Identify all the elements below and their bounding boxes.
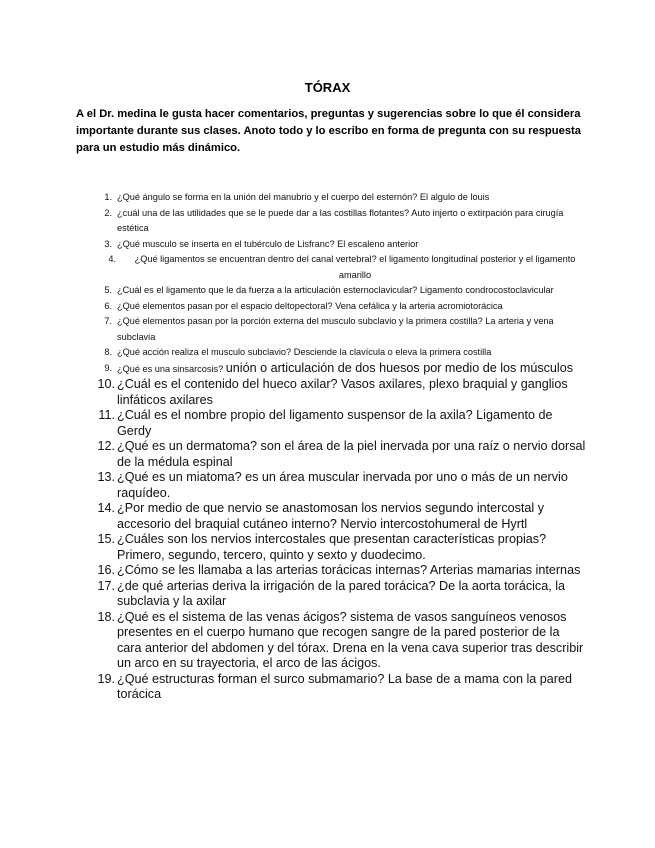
list-item xyxy=(0,610,655,672)
answer-text: sistema de vasos sanguíneos venosos presentes en el cuerpo humano que recogen sangre de la pared posterior de la cara anterior del abdomen y del tórax. Drena en la vena cava superior tras describir un arco en su trayectoria, el arco de las ácigos. xyxy=(117,609,584,670)
question-list xyxy=(0,190,655,703)
item-number: 16. xyxy=(97,563,115,577)
question-text: ¿Qué musculo se inserta en el tubérculo de Lisfranc? xyxy=(117,238,335,249)
list-item xyxy=(0,190,655,206)
item-number: 14. xyxy=(97,501,115,515)
list-item xyxy=(0,345,655,361)
item-number: 9. xyxy=(104,362,112,373)
question-text: ¿Qué elementos pasan por la porción externa del musculo subclavio y la primera costilla? xyxy=(117,316,483,326)
item-number: 15. xyxy=(97,532,115,546)
item-number: 6. xyxy=(104,300,112,311)
answer-text: el ligamento longitudinal posterior y el ligamento amarillo xyxy=(338,254,576,280)
answer-text: De la aorta torácica, la subclavia y la axilar xyxy=(117,578,566,608)
question-text: ¿Qué ángulo se forma en la unión del manubrio y el cuerpo del esternón? xyxy=(117,192,418,202)
answer-text: Vasos axilares, plexo braquial y ganglios linfáticos axilares xyxy=(117,377,568,407)
list-item xyxy=(0,299,655,315)
list-item xyxy=(0,672,655,703)
answer-text: La base de a mama con la pared torácica xyxy=(117,671,573,701)
list-item xyxy=(0,501,655,532)
item-number: 18. xyxy=(97,609,115,624)
item-number: 12. xyxy=(97,439,115,453)
answer-text: unión o articulación de dos huesos por medio de los músculos xyxy=(225,360,574,375)
list-item xyxy=(0,237,655,253)
list-item xyxy=(0,579,655,610)
answer-text: es un área muscular inervada por uno o más de un nervio raquídeo. xyxy=(117,470,568,500)
question-text: ¿Cuál es el contenido del hueco axilar? xyxy=(117,377,338,391)
question-text: ¿de qué arterias deriva la irrigación de la pared torácica? xyxy=(117,578,436,593)
question-text: ¿Qué acción realiza el musculo subclavio? xyxy=(117,347,292,357)
question-text: ¿Cómo se les llamaba a las arterias torácicas internas? xyxy=(117,563,428,577)
list-item xyxy=(0,283,655,299)
question-text: ¿Por medio de que nervio se anastomosan los nervios segundo intercostal y accesorio del braquial cutáneo interno? xyxy=(117,501,545,531)
question-text: ¿Qué ligamentos se encuentran dentro del canal vertebral? xyxy=(134,254,377,264)
answer-text: La arteria y vena subclavia xyxy=(117,316,554,342)
list-item xyxy=(0,377,655,408)
item-number: 17. xyxy=(97,578,115,593)
item-number: 4. xyxy=(108,254,116,264)
list-item xyxy=(0,439,655,470)
item-number: 11. xyxy=(98,408,115,422)
answer-text: Ligamento condrocostoclavicular xyxy=(419,285,554,295)
answer-text: Primero, segundo, tercero, quinto y sexto y duodecimo. xyxy=(117,547,426,562)
question-text: ¿cuál una de las utilidades que se le puede dar a las costillas flotantes? xyxy=(117,207,410,218)
question-text: ¿Qué estructuras forman el surco submamario? xyxy=(117,671,385,686)
list-item xyxy=(0,563,655,579)
item-number: 8. xyxy=(104,347,112,357)
item-number: 13. xyxy=(97,470,115,484)
list-item xyxy=(0,361,655,378)
document-title: TÓRAX xyxy=(304,80,351,95)
item-number: 1. xyxy=(104,192,112,202)
list-item xyxy=(0,470,655,501)
answer-text: El algulo de louis xyxy=(419,192,490,202)
question-text: ¿Qué elementos pasan por el espacio deltopectoral? xyxy=(117,300,333,311)
list-item xyxy=(0,314,655,345)
list-item xyxy=(0,252,655,283)
answer-text: Auto injerto o extirpación para cirugía estética xyxy=(117,207,564,233)
answer-text: Vena cefálica y la arteria acromiotorácica xyxy=(335,300,503,311)
question-text: ¿Qué es un miatoma? xyxy=(117,470,242,484)
item-number: 5. xyxy=(104,285,112,295)
list-item xyxy=(0,206,655,237)
item-number: 19. xyxy=(97,671,115,686)
question-text: ¿Qué es el sistema de las venas ácigos? xyxy=(117,609,347,624)
intro-paragraph: A el Dr. medina le gusta hacer comentarios, preguntas y sugerencias sobre lo que él considera importante durante sus clases. Anoto todo y lo escribo en forma de pregunta con su respuesta para un estudio más dinámico. xyxy=(76,108,581,154)
item-number: 7. xyxy=(104,316,112,326)
answer-text: Desciende la clavícula o eleva la primera costilla xyxy=(293,347,492,357)
list-item xyxy=(0,408,655,439)
item-number: 2. xyxy=(104,207,112,218)
question-text: ¿Cuál es el nombre propio del ligamento suspensor de la axila? xyxy=(117,408,473,422)
question-text: ¿Cuáles son los nervios intercostales que presentan características propias? xyxy=(117,532,547,546)
answer-text: Ligamento de Gerdy xyxy=(117,408,553,438)
answer-text: son el área de la piel inervada por una raíz o nervio dorsal de la médula espinal xyxy=(117,439,586,469)
answer-text: El escaleno anterior xyxy=(337,238,419,249)
question-text: ¿Cuál es el ligamento que le da fuerza a la articulación esternoclavicular? xyxy=(117,285,418,295)
item-number: 3. xyxy=(104,238,112,249)
item-number: 10. xyxy=(97,377,115,391)
answer-text: Nervio intercostohumeral de Hyrtl xyxy=(340,516,528,531)
question-text: ¿Qué es una sinsarcosis? xyxy=(117,363,224,374)
answer-text: Arterias mamarias internas xyxy=(429,563,581,577)
list-item xyxy=(0,532,655,563)
question-text: ¿Qué es un dermatoma? xyxy=(117,439,258,453)
